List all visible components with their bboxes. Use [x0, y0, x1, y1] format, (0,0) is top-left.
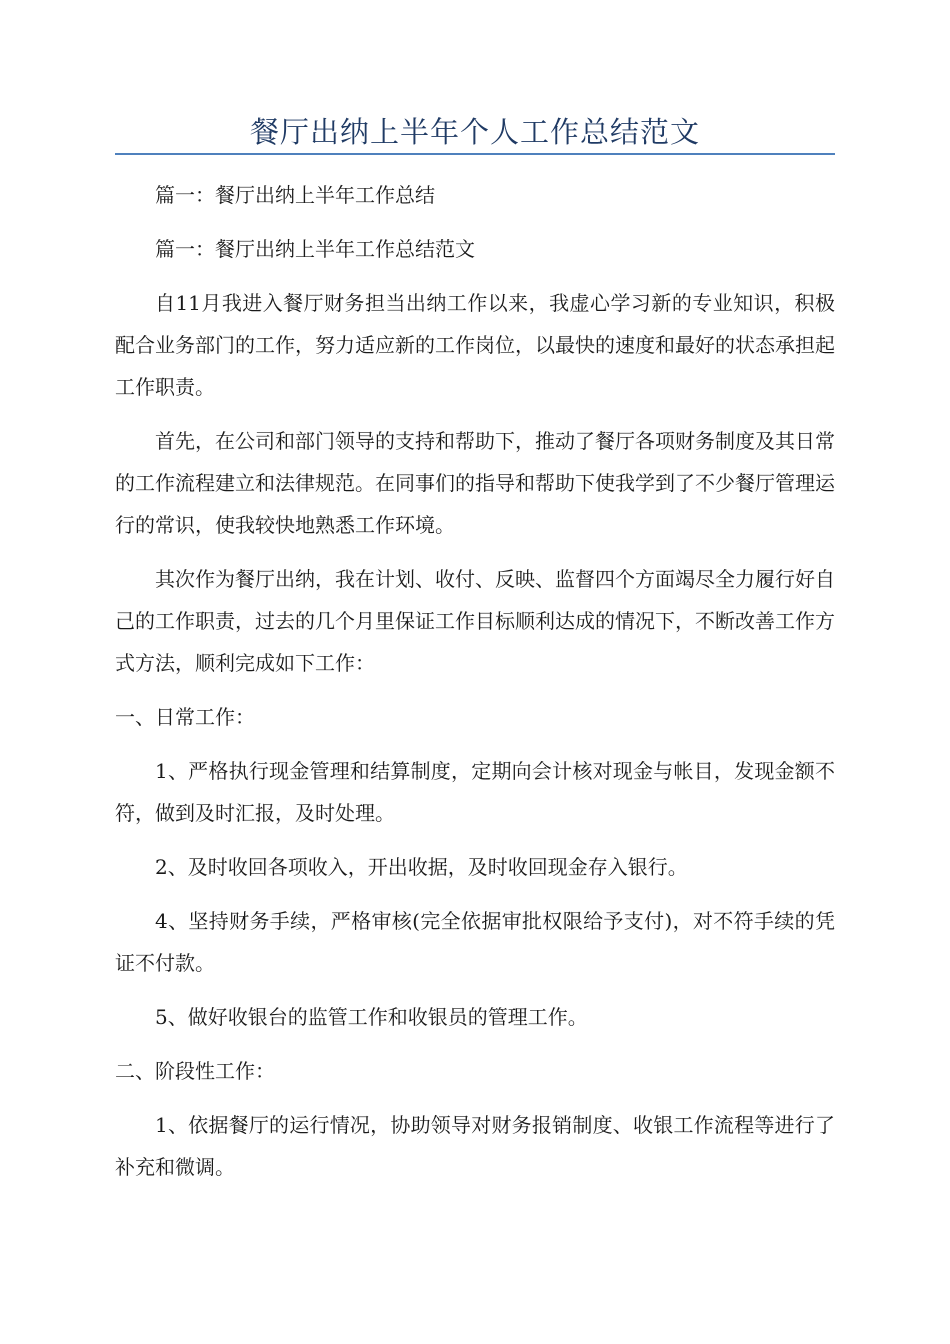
- title-underline: [115, 153, 835, 155]
- list-item-4: 4、坚持财务手续，严格审核(完全依据审批权限给予支付)，对不符手续的凭证不付款。: [115, 909, 835, 975]
- paragraph-heading-1: 篇一：餐厅出纳上半年工作总结: [155, 183, 435, 207]
- list-item-1: 1、严格执行现金管理和结算制度，定期向会计核对现金与帐目，发现金额不符，做到及时汇报，及时处理。: [115, 759, 835, 825]
- list-item-2: 2、及时收回各项收入，开出收据，及时收回现金存入银行。: [155, 855, 688, 879]
- document-title: 餐厅出纳上半年个人工作总结范文: [249, 115, 700, 149]
- paragraph-first: 首先，在公司和部门领导的支持和帮助下，推动了餐厅各项财务制度及其日常的工作流程建立和法律规范。在同事们的指导和帮助下使我学到了不少餐厅管理运行的常识，使我较快地熟悉工作环境。: [115, 429, 835, 537]
- list-item-5: 5、做好收银台的监管工作和收银员的管理工作。: [155, 1005, 588, 1029]
- section-heading-phase: 二、阶段性工作：: [115, 1059, 275, 1083]
- paragraph-second: 其次作为餐厅出纳，我在计划、收付、反映、监督四个方面竭尽全力履行好自己的工作职责，过去的几个月里保证工作目标顺利达成的情况下，不断改善工作方式方法，顺利完成如下工作：: [115, 567, 835, 675]
- section-heading-daily: 一、日常工作：: [115, 705, 255, 729]
- paragraph-heading-2: 篇一：餐厅出纳上半年工作总结范文: [155, 237, 475, 261]
- paragraph-intro: 自11月我进入餐厅财务担当出纳工作以来，我虚心学习新的专业知识，积极配合业务部门的工作，努力适应新的工作岗位，以最快的速度和最好的状态承担起工作职责。: [115, 291, 835, 399]
- document-body: [115, 174, 835, 1200]
- phase-item-1: 1、依据餐厅的运行情况，协助领导对财务报销制度、收银工作流程等进行了补充和微调。: [115, 1113, 835, 1179]
